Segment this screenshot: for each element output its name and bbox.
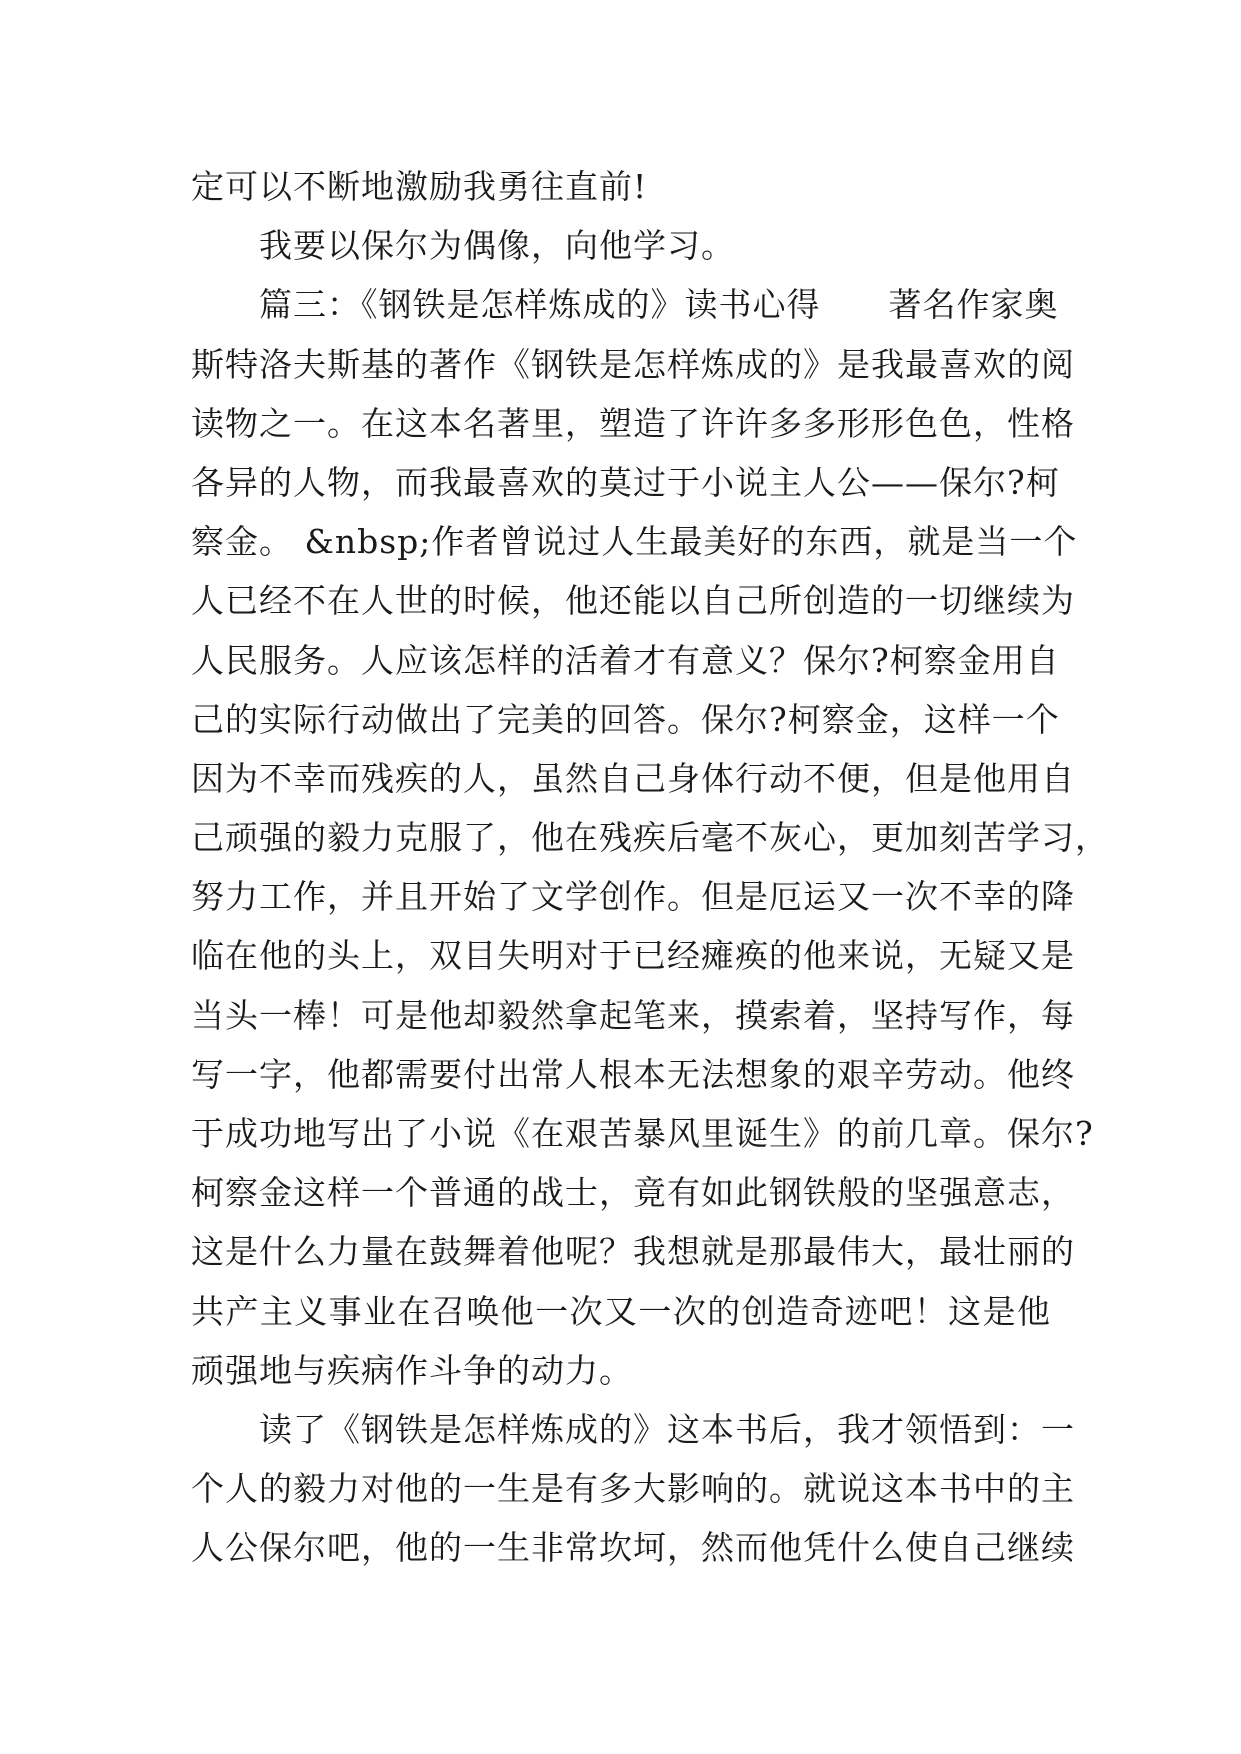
text-line: 篇三：《钢铁是怎样炼成的》读书心得 著名作家奥: [191, 285, 1059, 325]
text-line: 察金。 &nbsp;作者曾说过人生最美好的东西，就是当一个: [191, 522, 1078, 562]
text-line: 于成功地写出了小说《在艰苦暴风里诞生》的前几章。保尔?: [191, 1114, 1094, 1153]
text-line: 当头一棒！可是他却毅然拿起笔来，摸索着，坚持写作，每: [191, 995, 1075, 1035]
text-line: 这是什么力量在鼓舞着他呢？我想就是那最伟大，最壮丽的: [191, 1232, 1075, 1272]
body-text: [191, 157, 1109, 1578]
text-line: 各异的人物，而我最喜欢的莫过于小说主人公——保尔?柯: [191, 462, 1060, 502]
text-line: 因为不幸而残疾的人，虽然自己身体行动不便，但是他用自: [191, 758, 1075, 798]
text-line: 个人的毅力对他的一生是有多大影响的。就说这本书中的主: [191, 1469, 1075, 1509]
text-line: 己顽强的毅力克服了，他在残疾后毫不灰心，更加刻苦学习，: [191, 818, 1109, 858]
text-line: 人已经不在人世的时候，他还能以自己所创造的一切继续为: [191, 581, 1075, 621]
text-line: 写一字，他都需要付出常人根本无法想象的艰辛劳动。他终: [191, 1054, 1075, 1094]
text-line: 读了《钢铁是怎样炼成的》这本书后，我才领悟到：一: [191, 1409, 1075, 1449]
text-line: 定可以不断地激励我勇往直前!: [191, 167, 648, 206]
text-line: 努力工作，并且开始了文学创作。但是厄运又一次不幸的降: [191, 877, 1075, 917]
text-line: 人公保尔吧，他的一生非常坎坷，然而他凭什么使自己继续: [191, 1528, 1075, 1568]
text-line: 己的实际行动做出了完美的回答。保尔?柯察金，这样一个: [191, 699, 1060, 739]
text-line: 斯特洛夫斯基的著作《钢铁是怎样炼成的》是我最喜欢的阅: [191, 344, 1075, 384]
text-line: 柯察金这样一个普通的战士，竟有如此钢铁般的坚强意志，: [191, 1173, 1075, 1213]
text-line: 顽强地与疾病作斗争的动力。: [191, 1350, 633, 1390]
text-line: 读物之一。在这本名著里，塑造了许许多多形形色色，性格: [191, 403, 1075, 443]
text-line: 共产主义事业在召唤他一次又一次的创造奇迹吧！这是他: [191, 1291, 1051, 1331]
text-line: 临在他的头上，双目失明对于已经瘫痪的他来说，无疑又是: [191, 936, 1075, 976]
text-line: 人民服务。人应该怎样的活着才有意义？保尔?柯察金用自: [191, 640, 1060, 680]
text-line: 我要以保尔为偶像，向他学习。: [191, 226, 735, 266]
